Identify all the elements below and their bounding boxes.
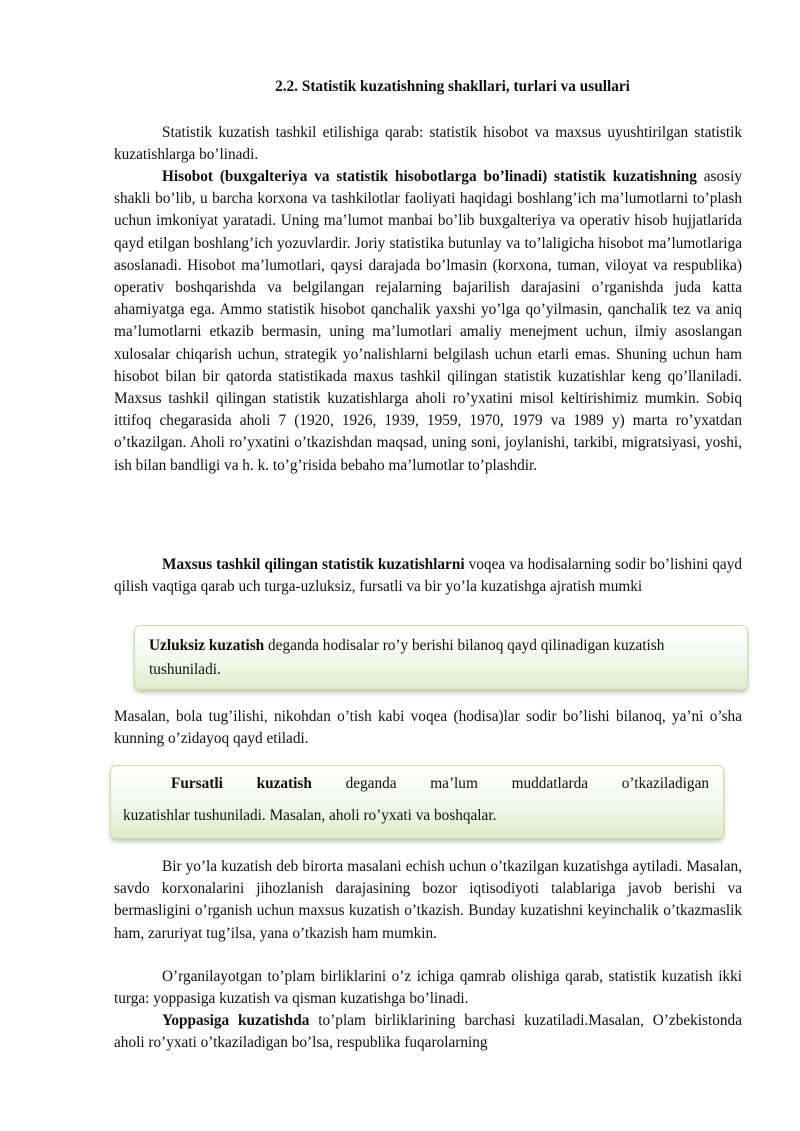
definition-box-uzluksiz: [134, 625, 748, 690]
section-heading: 2.2. Statistik kuzatishning shakllari, turlari va usullari: [275, 78, 630, 95]
definition-box-fursatli-line1: [171, 772, 709, 796]
paragraph-bir-yola: [114, 856, 742, 945]
definition-uzluksiz: deganda hodisalar ro’y berishi bilanoq qayd qilinadigan kuzatish tushuniladi.: [149, 637, 665, 678]
paragraph-example-birth-text: Masalan, bola tug’ilishi, nikohdan o’tish kabi voqea (hodisa)lar sodir bo’lishi bilanoq, ya’ni o’sha kunning o’zidayoq qayd etiladi.: [114, 708, 742, 748]
term-maxsus: Maxsus tashkil qilingan statistik kuzatishlarni: [162, 556, 465, 573]
paragraph-yoppasiga-text: to’plam birliklarining barchasi kuzatiladi.Masalan, O’zbekistonda aholi ro’yxati o’tkaziladigan bo’lsa, respublika fuqarolarning: [114, 1012, 742, 1052]
term-uzluksiz: Uzluksiz kuzatish: [149, 637, 265, 654]
paragraph-ikki-turga: [114, 966, 742, 1010]
paragraph-yoppasiga: [114, 1010, 742, 1054]
paragraph-hisobot-text: asosiy shakli bo’lib, u barcha korxona va tashkilotlar faoliyati haqidagi boshlang’ich ma’lumotlarni to’plash uchun imkoniyat yaratadi. Uning ma’lumot manbai bo’lib buxgalteriya va operativ hisob hujjatlarida qayd etilgan boshlang’ich yozuvlardir. Joriy statistika butunlay va to’laligicha hisobot ma’lumotlariga asoslanadi. Hisobot ma’lumotlari, qaysi darajada bo’lmasin (korxona, tuman, viloyat va respublika) operativ boshqarishda va belgilangan rejalarning bajarilish darajasini o’rganishda juda katta ahamiyatga ega. Ammo statistik hisobot qanchalik yaxshi yo’lga qo’yilmasin, qanchalik tez va aniq ma’lumotlarni etkazib bermasin, uning ma’lumotlari amaliy menejment uchun, ilmiy asoslangan xulosalar chiqarish uchun, strategik yo’nalishlarni belgilash uchun etarli emas. Shuning uchun ham hisobot bilan bir qatorda statistikada maxus tashkil qilingan statistik kuzatishlar keng qo’llaniladi. Maxsus tashkil qilingan statistik kuzatishlarga aholi ro’yxatini misol keltirishimiz mumkin. Sobiq ittifoq chegarasida aholi 7 (1920, 1926, 1939, 1959, 1970, 1979 va 1989 y) marta ro’yxatdan o’tkazilgan. Aholi ro’yxatini o’tkazishdan maqsad, uning soni, joylanishi, tarkibi, migratsiyasi, yoshi, ish bilan bandligi va h. k. to’g’risida bebaho ma’lumotlar to’plashdir.: [114, 168, 742, 474]
paragraph-intro: [114, 122, 742, 166]
paragraph-ikki-turga-text: O’rganilayotgan to’plam birliklarini o’z ichiga qamrab olishiga qarab, statistik kuzatish ikki turga: yoppasiga kuzatish va qisman kuzatishga bo’linadi.: [114, 968, 742, 1008]
term-hisobot: Hisobot (buxgalteriya va statistik hisobotlarga bo’linadi) statistik kuzatishning: [162, 168, 697, 185]
definition-box-fursatli-line2: kuzatishlar tushuniladi. Masalan, aholi ro’yxati va boshqalar.: [123, 807, 497, 824]
paragraph-maxsus: [114, 554, 742, 598]
term-yoppasiga: Yoppasiga kuzatishda: [162, 1012, 310, 1029]
term-fursatli: Fursatli kuzatish: [171, 775, 312, 792]
definition-box-fursatli: [110, 765, 724, 839]
definition-box-uzluksiz-text: [149, 634, 739, 682]
paragraph-hisobot: [114, 166, 742, 477]
paragraph-example-birth: [114, 706, 742, 750]
paragraph-maxsus-text: voqea va hodisalarning sodir bo’lishini qayd qilish vaqtiga qarab uch turga-uzluksiz, fursatli va bir yo’la kuzatishga ajratish mumki: [114, 556, 742, 596]
paragraph-intro-text: Statistik kuzatish tashkil etilishiga qarab: statistik hisobot va maxsus uyushtirilgan statistik kuzatishlarga bo’linadi.: [114, 124, 742, 164]
paragraph-bir-yola-text: Bir yo’la kuzatish deb birorta masalani echish uchun o’tkazilgan kuzatishga aytiladi. Masalan, savdo korxonalarini jihozlanish darajasining bozor iqtisodiyoti talablariga javob berishi va bermasligini o’rganish uchun maxsus kuzatish o’tkazish. Bunday kuzatishni keyinchalik o’tkazmaslik ham, zaruriyat tug’ilsa, yana o’tkazish ham mumkin.: [114, 858, 742, 942]
definition-fursatli: deganda ma’lum muddatlarda o’tkaziladigan: [311, 775, 710, 792]
